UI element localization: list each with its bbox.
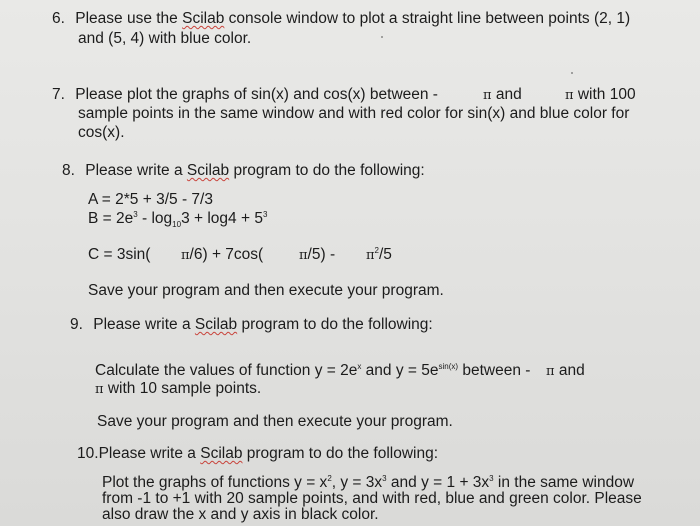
q8-expr-c-part4: $\pi^2/5$ [366, 245, 392, 263]
q9-line-1 [70, 316, 433, 334]
q7-text-a: Please plot the graphs of sin(x) and cos(x) between - [75, 86, 438, 103]
q9-calc-line: Calculate the values of function $y = 2e^x$ and $y = 5e^{sin(x)}$ between - [95, 361, 531, 379]
q7-pi-2: π with 100 [565, 86, 636, 103]
q10-plot-line-1: Plot the graphs of functions $y = x^2$, $y = 3x^3$ and $y = 1 + 3x^3$ in the same window [102, 473, 635, 491]
q9-pi-and: π and [546, 362, 585, 379]
q10-plot-line-3: also draw the x and y axis in black color. [102, 506, 379, 523]
q7-line-3: cos(x). [78, 124, 125, 141]
q9-line-2: π with 10 sample points. [95, 380, 262, 397]
q7-pi-1: π and [483, 86, 522, 103]
q6-text-b: console window to plot a straight line between points (2, 1) [224, 10, 631, 27]
q10-line-1 [77, 445, 438, 463]
q10-scilab-word: Scilab [200, 445, 243, 462]
q6-line-2: and (5, 4) with blue color. [78, 30, 252, 47]
q8-scilab-word: Scilab [186, 162, 230, 179]
q6-text-a: Please use the [75, 10, 183, 27]
paper-speck-2 [571, 72, 573, 74]
q7-number: 7. [52, 86, 65, 103]
q8-expr-c-part2: π/6) + 7cos( [181, 246, 264, 263]
q8-expr-c: C = 3sin( [88, 246, 151, 263]
paper-speck-1 [381, 36, 383, 38]
q10-number: 10. [77, 445, 99, 462]
q8-expr-a: A = 2*5 + 3/5 - 7/3 [88, 191, 213, 208]
q8-number: 8. [62, 162, 75, 179]
q7-line-1 [52, 86, 438, 104]
q8-save-note: Save your program and then execute your program. [88, 282, 444, 299]
q7-line-2: sample points in the same window and with red color for sin(x) and blue color for [78, 105, 630, 122]
q9-scilab-word: Scilab [194, 316, 238, 333]
q10-plot-line-2: from -1 to +1 with 20 sample points, and with red, blue and green color. Please [102, 490, 642, 507]
q8-expr-b: $B = 2e^3 - \log_{10}3 + \log 4 + 5^3$ [88, 209, 268, 230]
q8-expr-c-part3: π/5) - [299, 246, 336, 263]
q9-text-b: program to do the following: [237, 316, 433, 333]
q8-text-a: Please write a [85, 162, 187, 179]
q8-text-b: program to do the following: [229, 162, 425, 179]
q10-text-a: Please write a [98, 445, 201, 462]
q6-number: 6. [52, 10, 65, 27]
q9-number: 9. [70, 316, 83, 333]
q9-text-a: Please write a [93, 316, 195, 333]
q8-line-1 [62, 162, 425, 180]
q6-scilab-word: Scilab [182, 10, 225, 27]
q6-line-1 [52, 10, 630, 28]
q10-text-b: program to do the following: [242, 445, 439, 462]
q9-save-note: Save your program and then execute your program. [97, 413, 453, 430]
